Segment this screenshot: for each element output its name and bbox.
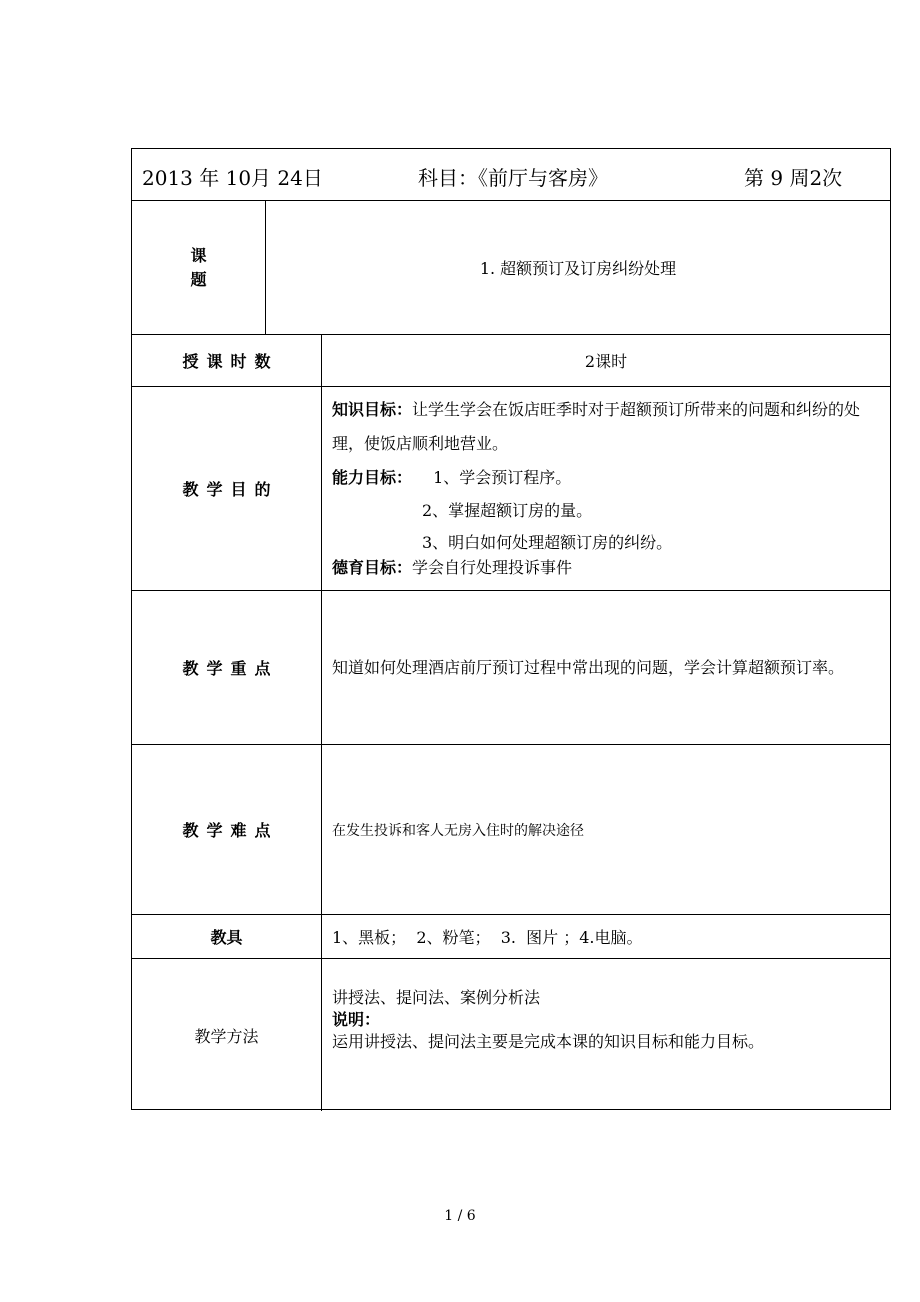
knowledge-objective: 知识目标：让学生学会在饭店旺季时对于超额预订所带来的问题和纠纷的处理，使饭店顺利地营业。 [332, 400, 861, 453]
week-info: 第 9 周2次 [744, 166, 843, 190]
note-label: 说明： [332, 1010, 381, 1029]
tools-row [132, 915, 890, 959]
topic-label: 课 题 [132, 201, 266, 334]
hours-row [132, 335, 890, 387]
methods-value: 讲授法、提问法、案例分析法 说明： 运用讲授法、提问法主要是完成本课的知识目标和能力目标。 [322, 959, 890, 1111]
moral-objective: 德育目标：学会自行处理投诉事件 [332, 558, 573, 577]
key-points-label: 教学重点 [132, 591, 322, 744]
page-number: 1 / 6 [444, 1208, 476, 1224]
key-points-row [132, 591, 890, 745]
date: 2013 年 10月 24日 [142, 166, 323, 190]
methods-label: 教学方法 [132, 959, 322, 1111]
difficulties-value: 在发生投诉和客人无房入住时的解决途径 [332, 822, 584, 839]
tools-value: 1、黑板； 2、粉笔； 3. 图片 ；4.电脑。 [332, 928, 643, 947]
subject: 科目：《前厅与客房》 [418, 166, 608, 190]
difficulties-label: 教学难点 [132, 745, 322, 914]
key-points-value: 知道如何处理酒店前厅预订过程中常出现的问题，学会计算超额预订率。 [332, 657, 845, 677]
methods-row [132, 959, 890, 1111]
topic-row [132, 201, 890, 335]
tools-label: 教具 [132, 915, 322, 958]
difficulties-row [132, 745, 890, 915]
ability-objective: 能力目标： 1、学会预订程序。 [332, 468, 572, 487]
objectives-value: 知识目标：让学生学会在饭店旺季时对于超额预订所带来的问题和纠纷的处理，使饭店顺利地营业。 能力目标： 1、学会预订程序。 2、掌握超额订房的量。 3、明白如何处理超额订房的纠纷。 德育目标：学会自行处理投诉事件 [322, 387, 890, 590]
header-row [132, 149, 890, 201]
objectives-label: 教学目的 [132, 387, 322, 590]
hours-label: 授课时数 [132, 335, 322, 386]
lesson-plan-table [131, 148, 891, 1110]
topic-value: 1. 超额预订及订房纠纷处理 [479, 259, 677, 278]
hours-value: 2课时 [584, 352, 628, 371]
objectives-row [132, 387, 890, 591]
